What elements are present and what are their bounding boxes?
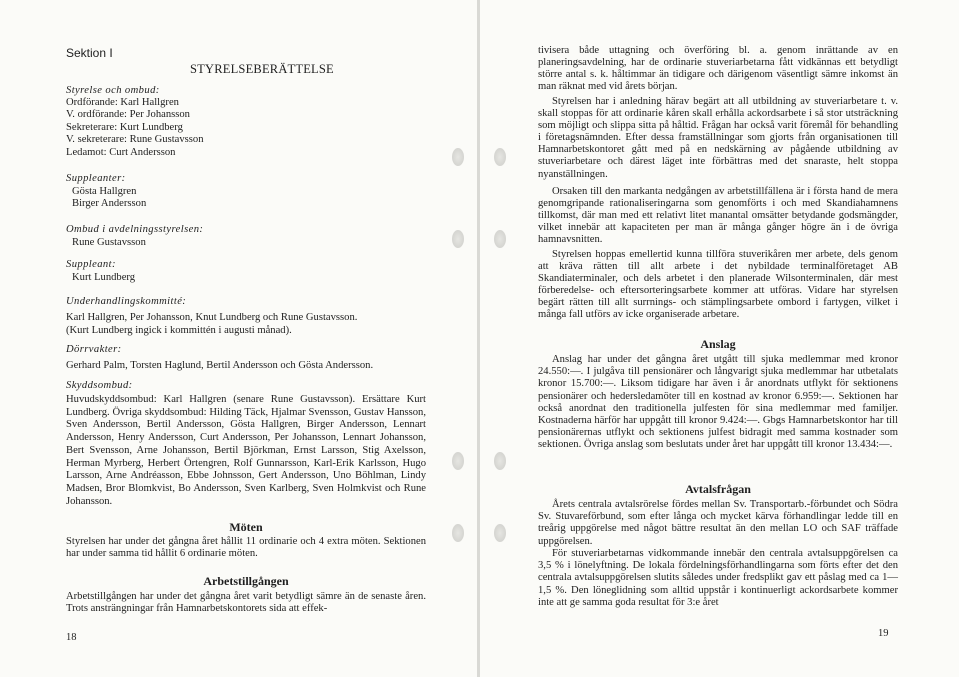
work-heading: Arbetstillgången — [203, 574, 289, 588]
anslag-heading: Anslag — [700, 337, 736, 351]
doorkeepers-heading: Dörrvakter: — [66, 344, 122, 355]
safety-text: Huvudskyddsombud: Karl Hallgren (senare Rune Gustavsson). Ersättare Kurt Lundberg. Övriga skyddsombud: Hilding Täck, Hjalmar Svensson, Gustav Hansson, Sven Andersson, Bertil Andersson, Gösta Hallgren, Birger Andersson, Lennart Andersson, Henry Andersson, Curt Andersson, Per Johansson, Lennart Johansson, Bert Svensson, Arne Johansson, Bertil Björkman, Ernst Larsson, Stig Axelsson, Herman Myrberg, Herbert Örtengren, Rolf Gunnarsson, Karl-Erik Karlsson, Hugo Larsson, Arne Andréasson, Ebbe Johnsson, Gert Andersson, Uno Böhlman, Lindy Madsen, Bror Blomkvist, Bo Andersson, Sven Karlberg, Sven Holmkvist och Rune Johansson. — [66, 394, 426, 507]
board-list: Ordförande: Karl Hallgren V. ordförande: Per Johansson Sekreterare: Kurt Lundberg V. sekreterare: Rune Gustavsson Ledamot: Curt Andersson — [66, 97, 204, 158]
anslag-text: Anslag har under det gångna året utgått till sjuka medlemmar med kronor 24.550:—. I julgåva till pensionärer och långvarigt sjuka medlemmar har utbetalats kronor 15.700:—. Liksom tidigare har även i år anordnats utflykt för sektionens pensionärer och hedersledamöter till en kostnad av kronor 6.959:—. Sektionen har också anordnat den traditionella julfesten för sina medlemmar med familjer. Kostnaderna härför har uppgått till kronor 9.424:—. Gbgs Hamnarbetskontor har till pensionärernas utflykt och sektionens julfest bidragit med samma kostnader som sektionen. Övriga anslag som beslutats under året har uppgått till kronor 13.434:—. — [538, 354, 898, 451]
binding-hole — [494, 452, 506, 470]
avtal-text-2: För stuveriarbetarnas vidkommande innebär den centrala avtalsuppgörelsen ca 3,5 % i lönelyftning. De lokala fördelningsförhandlingarna som förts efter det den centrala avtalsuppgörelsen slutits således under fredsplikt gav ett påslag med ca 1—1,5 %. Den löneglidning som alltid uppstår i kontinuerligt ackordsarbete kommer inte att ge samma goda resultat för 3:e året — [538, 548, 898, 608]
committee-heading: Underhandlingskommitté: — [66, 296, 187, 307]
avtal-heading: Avtalsfrågan — [685, 482, 751, 496]
binding-hole — [452, 148, 464, 166]
dept-rep: Rune Gustavsson — [72, 237, 146, 248]
doorkeepers-text: Gerhard Palm, Torsten Haglund, Bertil Andersson och Gösta Andersson. — [66, 360, 374, 371]
right-page — [480, 0, 959, 677]
page-title: STYRELSEBERÄTTELSE — [190, 62, 334, 76]
binding-hole — [494, 148, 506, 166]
paragraph: Styrelsen hoppas emellertid kunna tillföra stuverikåren mer arbete, dels genom att kräva rätten till allt arbete i det nybildade terminalföretaget AB Skandiaterminaler, och dels arbetet i den planerade Wilsonterminalen, där mest förberedelse- och eftersorteringsarbete kommer att utföras. Vidare har styrelsen begärt rätten till allt surrnings- och stämplingsarbete ombord i fartygen, vilket i många fall utförs av icke organiserade arbetare. — [538, 249, 898, 321]
dept-deputy-heading: Suppleant: — [66, 259, 116, 270]
safety-heading: Skyddsombud: — [66, 380, 133, 391]
page-number: 18 — [66, 632, 77, 643]
avtal-text-1: Årets centrala avtalsrörelse fördes mellan Sv. Transportarb.-förbundet och Södra Sv. Stuvareförbund, som efter långa och mycket kärva förhandlingar ledde till en treårig uppgörelse med något bättre resultat än den mellan LO och SAF träffade uppgörelsen. — [538, 499, 898, 547]
paragraph: Styrelsen har i anledning härav begärt att all utbildning av stuveriarbetare t. v. skall stoppas för att ordinarie kåren skall erhålla ackordsarbete i så stor utsträckning som möjligt och slippa sitta på håltid. Frågan har också varit föremål för behandling i företagsnämnden. Efter dessa framställningar som gjorts från organisationen till Hamnarbetskontoret gått med på en nedskärning av pågående utbildning av stuveriarbetare och därest läget inte förbättras med det snaraste, helt stoppa nyanställningen. — [538, 96, 898, 180]
work-text: Arbetstillgången har under det gångna året varit betydligt sämre än de senaste åren. Trots ansträngningar från Hamnarbetskontorets sida att effek- — [66, 591, 426, 615]
dept-deputy: Kurt Lundberg — [72, 272, 136, 283]
deputies-heading: Suppleanter: — [66, 173, 126, 184]
left-page — [0, 0, 478, 677]
section-label: Sektion I — [66, 46, 113, 60]
binding-hole — [494, 524, 506, 542]
dept-rep-heading: Ombud i avdelningsstyrelsen: — [66, 224, 204, 235]
paragraph: tivisera både uttagning och överföring bl. a. genom inrättande av en planeringsavdelning, har de ordinarie stuveriarbetarna fått vidkännas ett betydligt större antal s. k. håltimmar än tidigare och därigenom väsentligt sämre inkomst än man räknat med vid årets början. — [538, 45, 898, 93]
board-heading: Styrelse och ombud: — [66, 85, 160, 96]
binding-hole — [494, 230, 506, 248]
meetings-heading: Möten — [229, 520, 263, 534]
page-number: 19 — [878, 628, 889, 639]
committee-text: Karl Hallgren, Per Johansson, Knut Lundberg och Rune Gustavsson. (Kurt Lundberg ingick i kommittén i augusti månad). — [66, 312, 358, 336]
binding-hole — [452, 230, 464, 248]
paragraph: Orsaken till den markanta nedgången av arbetstillfällena är i första hand de mera genomgripande rationaliseringarna som genomförts i och med Skandiahamnens tillkomst, där man med ett relativt litet manantal omsätter betydande godsmängder, vilket innebär att kapaciteten per man är många gånger högre än i de övriga hamnavsnitten. — [538, 186, 898, 246]
binding-hole — [452, 452, 464, 470]
binding-hole — [452, 524, 464, 542]
deputies-list: Gösta Hallgren Birger Andersson — [72, 186, 147, 210]
meetings-text: Styrelsen har under det gångna året hållit 11 ordinarie och 4 extra möten. Sektionen har under samma tid hållit 6 ordinarie möten. — [66, 536, 426, 560]
